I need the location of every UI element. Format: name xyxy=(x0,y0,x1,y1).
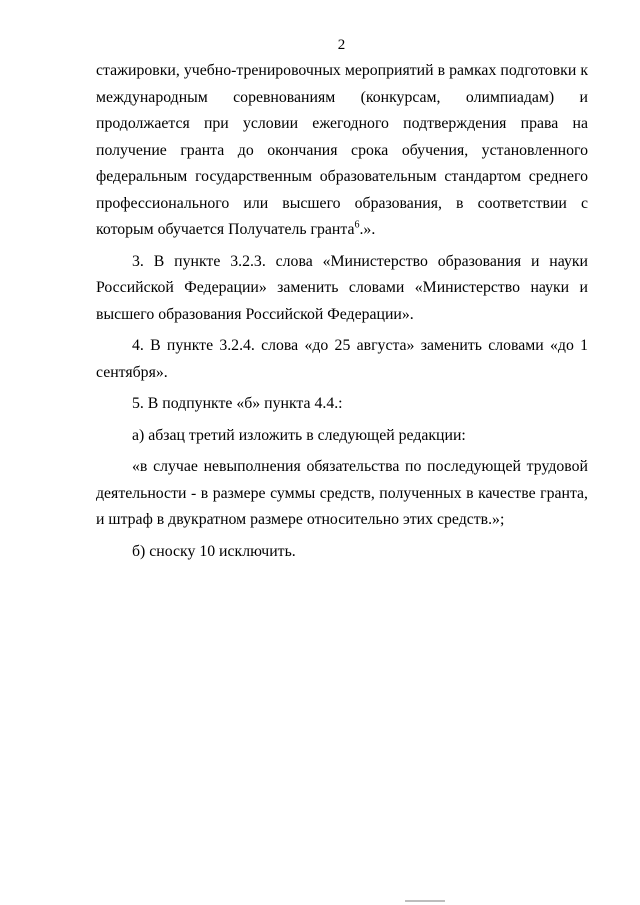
paragraph-item-5b: б) сноску 10 исключить. xyxy=(132,542,296,560)
paragraph-item-3: 3. В пункте 3.2.3. слова «Министерство образования и науки Российской Федерации» заменить словами «Министерство науки и высшего образования Российской Федерации». xyxy=(96,252,588,323)
paragraph-continuation-text: стажировки, учебно-тренировочных мероприятий в рамках подготовки к международным соревнованиям (конкурсам, олимпиадам) и продолжается при условии ежегодного подтверждения права на получение гранта до окончания срока обучения, установленного федеральным государственным образовательным стандартом среднего профессионального или высшего образования, в соответствии с которым обучается Получатель гранта xyxy=(96,62,588,238)
paragraph-continuation-tail: .». xyxy=(359,221,376,238)
paragraph-item-5: 5. В подпункте «б» пункта 4.4.: xyxy=(132,395,343,412)
paragraph-continuation xyxy=(96,58,588,244)
scan-edge-mark xyxy=(405,900,445,902)
paragraph-item-5a: а) абзац третий изложить в следующей редакции: xyxy=(132,426,466,444)
document-body xyxy=(96,58,588,570)
paragraph-item-5a-quote: «в случае невыполнения обязательства по последующей трудовой деятельности - в размере суммы средств, полученных в качестве гранта, и штраф в двукратном размере относительно этих средств.»; xyxy=(96,458,588,528)
page-number: 2 xyxy=(337,37,346,53)
paragraph-item-4: 4. В пункте 3.2.4. слова «до 25 августа» заменить словами «до 1 сентября». xyxy=(96,337,588,381)
footnote-reference: 6 xyxy=(354,219,360,231)
